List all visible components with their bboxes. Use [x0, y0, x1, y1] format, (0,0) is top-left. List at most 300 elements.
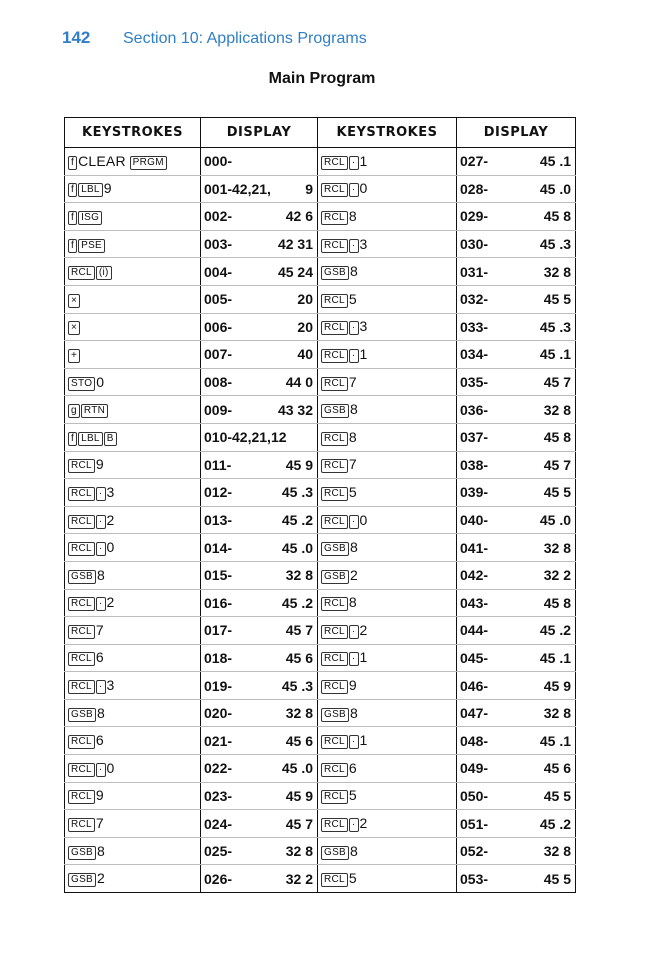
- keycode: 45 .3: [281, 484, 313, 501]
- keystroke-cell: [65, 865, 201, 893]
- keycode: 45 8: [543, 208, 571, 225]
- line-number: 031-: [460, 263, 489, 280]
- keystroke-text: 8: [348, 207, 357, 224]
- calculator-key: RCL: [68, 597, 95, 611]
- keystroke-cell: [65, 561, 201, 589]
- table-row: [65, 589, 576, 617]
- keystroke-text: 0: [359, 511, 368, 528]
- keystroke-cell: [65, 755, 201, 783]
- keycode: 45 .1: [539, 732, 571, 749]
- calculator-key: RCL: [68, 790, 95, 804]
- keycode: 45 7: [543, 374, 571, 391]
- display-cell: [457, 699, 576, 727]
- calculator-key: ×: [68, 321, 80, 335]
- display-cell: [201, 148, 318, 176]
- display-cell: [457, 561, 576, 589]
- display-cell: [201, 561, 318, 589]
- display-cell: [457, 313, 576, 341]
- table-row: [65, 423, 576, 451]
- line-number: 051-: [460, 815, 489, 832]
- calculator-key: ·: [96, 763, 106, 777]
- line-number: 018-: [204, 649, 233, 666]
- keystroke-text: 2: [359, 621, 368, 638]
- display-cell: [201, 506, 318, 534]
- keycode: 45 7: [543, 456, 571, 473]
- keystroke-text: 1: [359, 732, 368, 749]
- line-number: 023-: [204, 787, 233, 804]
- keystroke-cell: [65, 699, 201, 727]
- display-cell: [201, 617, 318, 645]
- line-number: 001-42,21,: [204, 180, 271, 197]
- keystroke-cell: [318, 341, 457, 369]
- calculator-key: ·: [96, 542, 106, 556]
- table-row: [65, 810, 576, 838]
- calculator-key: RCL: [68, 515, 95, 529]
- display-cell: [201, 285, 318, 313]
- line-number: 036-: [460, 401, 489, 418]
- keystroke-text: 3: [106, 677, 115, 694]
- line-number: 016-: [204, 594, 233, 611]
- calculator-key: ·: [349, 321, 359, 335]
- keystroke-cell: [318, 396, 457, 424]
- line-number: 007-: [204, 346, 233, 363]
- table-row: [65, 479, 576, 507]
- display-cell: [457, 672, 576, 700]
- keycode: 45 9: [285, 456, 313, 473]
- calculator-key: GSB: [321, 846, 349, 860]
- display-cell: [457, 617, 576, 645]
- keystroke-cell: [65, 341, 201, 369]
- keycode: 45 .3: [539, 318, 571, 335]
- display-cell: [457, 423, 576, 451]
- line-number: 014-: [204, 539, 233, 556]
- keystrokes-header: KEYSTROKES: [318, 118, 457, 148]
- calculator-key: GSB: [321, 542, 349, 556]
- calculator-key: STO: [68, 377, 95, 391]
- keystroke-text: 3: [359, 235, 368, 252]
- keystroke-text: 2: [359, 815, 368, 832]
- table-row: [65, 368, 576, 396]
- keystroke-text: 3: [359, 318, 368, 335]
- calculator-key: B: [104, 432, 117, 446]
- display-cell: [457, 479, 576, 507]
- keystroke-cell: [318, 837, 457, 865]
- keystroke-cell: [65, 396, 201, 424]
- display-cell: [201, 230, 318, 258]
- display-cell: [457, 865, 576, 893]
- calculator-key: ·: [349, 818, 359, 832]
- keycode: 32 8: [285, 705, 313, 722]
- keystroke-text: 5: [348, 870, 357, 887]
- calculator-key: RCL: [321, 487, 348, 501]
- display-cell: [457, 341, 576, 369]
- keystroke-cell: [318, 644, 457, 672]
- keystroke-cell: [318, 451, 457, 479]
- line-number: 048-: [460, 732, 489, 749]
- line-number: 011-: [204, 456, 232, 473]
- calculator-key: RCL: [321, 873, 348, 887]
- calculator-key: PSE: [78, 239, 105, 253]
- table-row: [65, 506, 576, 534]
- keycode: 32 8: [543, 539, 571, 556]
- line-number: 044-: [460, 622, 489, 639]
- line-number: 027-: [460, 153, 489, 170]
- keystroke-text: 2: [106, 511, 115, 528]
- display-cell: [201, 810, 318, 838]
- line-number: 038-: [460, 456, 489, 473]
- keystroke-text: 8: [348, 428, 357, 445]
- keystroke-text: 6: [95, 649, 104, 666]
- calculator-key: RCL: [321, 459, 348, 473]
- table-header-row: [65, 118, 576, 148]
- display-cell: [457, 203, 576, 231]
- keystroke-text: 8: [350, 539, 359, 556]
- keycode: 45 7: [285, 815, 313, 832]
- display-cell: [201, 175, 318, 203]
- display-cell: [201, 313, 318, 341]
- keystroke-text: 1: [359, 152, 368, 169]
- display-cell: [201, 258, 318, 286]
- keycode: 45 .1: [539, 153, 571, 170]
- calculator-key: f: [68, 239, 77, 253]
- line-number: 045-: [460, 649, 489, 666]
- table-row: [65, 396, 576, 424]
- keycode: 45 6: [285, 649, 313, 666]
- display-cell: [201, 451, 318, 479]
- calculator-key: ·: [349, 735, 359, 749]
- line-number: 015-: [204, 567, 233, 584]
- calculator-key: RCL: [321, 239, 348, 253]
- display-cell: [457, 148, 576, 176]
- calculator-key: GSB: [321, 570, 349, 584]
- table-caption: Main Program: [268, 70, 376, 87]
- display-cell: [201, 534, 318, 562]
- line-number: 005-: [204, 291, 233, 308]
- calculator-key: GSB: [68, 873, 96, 887]
- display-cell: [201, 865, 318, 893]
- line-number: 013-: [204, 512, 233, 529]
- table-row: [65, 258, 576, 286]
- keystroke-cell: [318, 230, 457, 258]
- calculator-key: f: [68, 156, 77, 170]
- keystroke-text: 2: [350, 566, 359, 583]
- display-cell: [201, 755, 318, 783]
- display-cell: [457, 230, 576, 258]
- line-number: 035-: [460, 374, 489, 391]
- line-number: 033-: [460, 318, 489, 335]
- keystroke-cell: [318, 782, 457, 810]
- keystroke-cell: [65, 837, 201, 865]
- display-cell: [457, 534, 576, 562]
- keycode: 32 8: [543, 401, 571, 418]
- calculator-key: RCL: [321, 652, 348, 666]
- calculator-key: RCL: [68, 652, 95, 666]
- section-title: Section 10: Applications Programs: [123, 30, 367, 47]
- display-cell: [457, 175, 576, 203]
- line-number: 012-: [204, 484, 233, 501]
- line-number: 017-: [204, 622, 233, 639]
- keystroke-cell: [65, 810, 201, 838]
- calculator-key: ·: [96, 680, 106, 694]
- keystroke-cell: [318, 810, 457, 838]
- keystroke-text: 8: [350, 263, 359, 280]
- line-number: 022-: [204, 760, 233, 777]
- calculator-key: RCL: [68, 266, 95, 280]
- table-body: [65, 148, 576, 893]
- keystroke-text: 1: [359, 345, 368, 362]
- display-header: DISPLAY: [457, 118, 576, 148]
- calculator-key: RCL: [321, 735, 348, 749]
- keycode: 45 .2: [539, 622, 571, 639]
- calculator-key: RCL: [321, 377, 348, 391]
- calculator-key: RCL: [321, 432, 348, 446]
- table-row: [65, 534, 576, 562]
- keystroke-cell: [65, 175, 201, 203]
- keycode: 45 24: [277, 263, 313, 280]
- display-cell: [201, 203, 318, 231]
- table-row: [65, 561, 576, 589]
- display-cell: [201, 479, 318, 507]
- display-cell: [201, 589, 318, 617]
- calculator-key: RCL: [321, 790, 348, 804]
- keycode: 45 .0: [539, 180, 571, 197]
- display-cell: [201, 423, 318, 451]
- display-cell: [457, 451, 576, 479]
- keystroke-cell: [318, 258, 457, 286]
- calculator-key: ·: [96, 487, 106, 501]
- keystroke-text: 5: [348, 483, 357, 500]
- keycode: 45 .0: [281, 760, 313, 777]
- calculator-key: RCL: [321, 680, 348, 694]
- keycode: 20: [297, 318, 313, 335]
- keystroke-cell: [65, 672, 201, 700]
- calculator-key: RCL: [321, 183, 348, 197]
- line-number: 049-: [460, 760, 489, 777]
- keycode: 32 8: [543, 705, 571, 722]
- keystroke-cell: [318, 479, 457, 507]
- calculator-key: GSB: [321, 266, 349, 280]
- line-number: 052-: [460, 843, 489, 860]
- display-cell: [201, 672, 318, 700]
- display-cell: [457, 506, 576, 534]
- program-table: [64, 117, 576, 893]
- display-header: DISPLAY: [201, 118, 318, 148]
- keycode: 45 6: [285, 732, 313, 749]
- keystroke-text: 8: [97, 704, 106, 721]
- keystroke-cell: [65, 258, 201, 286]
- table-row: [65, 451, 576, 479]
- keycode: 45 .3: [281, 677, 313, 694]
- calculator-key: RCL: [68, 625, 95, 639]
- line-number: 003-: [204, 236, 233, 253]
- calculator-key: g: [68, 404, 80, 418]
- keystroke-text: 2: [97, 870, 106, 887]
- keystroke-text: 0: [359, 180, 368, 197]
- calculator-key: f: [68, 183, 77, 197]
- table-row: [65, 755, 576, 783]
- calculator-key: RCL: [68, 542, 95, 556]
- line-number: 042-: [460, 567, 489, 584]
- calculator-key: RCL: [68, 459, 95, 473]
- keystroke-text: 7: [95, 621, 104, 638]
- keycode: 45 5: [543, 484, 571, 501]
- calculator-key: ·: [349, 625, 359, 639]
- line-number: 050-: [460, 787, 489, 804]
- keystroke-cell: [318, 589, 457, 617]
- calculator-key: RCL: [68, 818, 95, 832]
- keycode: 42 31: [277, 236, 313, 253]
- keystroke-cell: [65, 368, 201, 396]
- calculator-key: ·: [349, 239, 359, 253]
- keystroke-cell: [318, 285, 457, 313]
- keystroke-text: 2: [106, 594, 115, 611]
- line-number: 053-: [460, 870, 489, 887]
- table-row: [65, 285, 576, 313]
- keystroke-cell: [318, 368, 457, 396]
- line-number: 043-: [460, 594, 489, 611]
- keystroke-text: 5: [348, 290, 357, 307]
- table-row: [65, 727, 576, 755]
- table-row: [65, 699, 576, 727]
- display-cell: [201, 699, 318, 727]
- keystroke-cell: [318, 534, 457, 562]
- calculator-key: GSB: [321, 404, 349, 418]
- table-row: [65, 341, 576, 369]
- keystroke-cell: [65, 589, 201, 617]
- keystroke-text: 1: [359, 649, 368, 666]
- calculator-key: RCL: [68, 680, 95, 694]
- calculator-key: RCL: [321, 515, 348, 529]
- calculator-key: RCL: [321, 818, 348, 832]
- calculator-key: RCL: [321, 763, 348, 777]
- keystroke-text: 8: [350, 401, 359, 418]
- display-cell: [201, 727, 318, 755]
- line-number: 021-: [204, 732, 233, 749]
- keystroke-cell: [318, 203, 457, 231]
- keystroke-text: 9: [103, 180, 112, 197]
- keystroke-cell: [318, 506, 457, 534]
- display-cell: [201, 368, 318, 396]
- line-number: 020-: [204, 705, 233, 722]
- display-cell: [201, 396, 318, 424]
- calculator-key: RCL: [321, 211, 348, 225]
- calculator-key: (i): [96, 266, 112, 280]
- keycode: 45 9: [543, 677, 571, 694]
- calculator-key: ×: [68, 294, 80, 308]
- keycode: 43 32: [277, 401, 313, 418]
- keystroke-cell: [65, 479, 201, 507]
- calculator-key: ·: [349, 515, 359, 529]
- display-cell: [457, 727, 576, 755]
- keystroke-cell: [65, 423, 201, 451]
- keycode: 45 .1: [539, 346, 571, 363]
- keystroke-cell: [65, 230, 201, 258]
- keycode: 45 7: [285, 622, 313, 639]
- table-row: [65, 865, 576, 893]
- keycode: 45 8: [543, 594, 571, 611]
- keystroke-cell: [318, 727, 457, 755]
- display-cell: [201, 341, 318, 369]
- keystroke-text: 0: [106, 759, 115, 776]
- keycode: 42 6: [285, 208, 313, 225]
- keycode: 45 8: [543, 429, 571, 446]
- keystroke-cell: [65, 727, 201, 755]
- line-number: 024-: [204, 815, 233, 832]
- line-number: 009-: [204, 401, 233, 418]
- display-cell: [457, 782, 576, 810]
- keycode: 45 5: [543, 291, 571, 308]
- keystroke-text: 5: [348, 787, 357, 804]
- keystroke-text: 0: [96, 373, 105, 390]
- keycode: 45 .0: [281, 539, 313, 556]
- display-cell: [457, 285, 576, 313]
- display-cell: [201, 644, 318, 672]
- keycode: 32 2: [285, 870, 313, 887]
- keystroke-cell: [65, 148, 201, 176]
- keystroke-text: 0: [106, 539, 115, 556]
- table-row: [65, 175, 576, 203]
- display-cell: [457, 644, 576, 672]
- keycode: 45 .2: [539, 815, 571, 832]
- calculator-key: ·: [349, 183, 359, 197]
- keystroke-text: 8: [348, 594, 357, 611]
- keystroke-cell: [318, 423, 457, 451]
- keystroke-cell: [65, 203, 201, 231]
- keystrokes-header: KEYSTROKES: [65, 118, 201, 148]
- calculator-key: PRGM: [130, 156, 167, 170]
- keystroke-text: 8: [97, 842, 106, 859]
- line-number: 046-: [460, 677, 489, 694]
- line-number: 000-: [204, 153, 233, 170]
- keystroke-text: 9: [95, 787, 104, 804]
- calculator-key: RCL: [321, 321, 348, 335]
- keycode: 45 5: [543, 787, 571, 804]
- table-row: [65, 782, 576, 810]
- keycode: 45 5: [543, 870, 571, 887]
- keystroke-cell: [318, 865, 457, 893]
- line-number: 040-: [460, 512, 489, 529]
- keystroke-text: 8: [350, 842, 359, 859]
- line-number: 047-: [460, 705, 489, 722]
- line-number: 006-: [204, 318, 233, 335]
- display-cell: [457, 258, 576, 286]
- keycode: 45 .2: [281, 512, 313, 529]
- calculator-key: RCL: [321, 156, 348, 170]
- keycode: 44 0: [285, 374, 313, 391]
- calculator-key: ·: [349, 156, 359, 170]
- keystroke-text: 9: [95, 456, 104, 473]
- line-number: 030-: [460, 236, 489, 253]
- line-number: 010-42,21,12: [204, 429, 287, 446]
- calculator-key: GSB: [321, 708, 349, 722]
- keystroke-cell: [318, 699, 457, 727]
- calculator-key: LBL: [78, 183, 103, 197]
- display-cell: [457, 837, 576, 865]
- keycode: 45 9: [285, 787, 313, 804]
- line-number: 002-: [204, 208, 233, 225]
- keystroke-cell: [65, 644, 201, 672]
- calculator-key: RCL: [321, 597, 348, 611]
- line-number: 032-: [460, 291, 489, 308]
- calculator-key: RCL: [321, 625, 348, 639]
- keycode: 32 8: [543, 843, 571, 860]
- calculator-key: ·: [349, 349, 359, 363]
- keystroke-cell: [65, 617, 201, 645]
- calculator-key: RCL: [321, 294, 348, 308]
- calculator-key: RCL: [68, 487, 95, 501]
- keystroke-cell: [65, 285, 201, 313]
- keystroke-text: 3: [106, 483, 115, 500]
